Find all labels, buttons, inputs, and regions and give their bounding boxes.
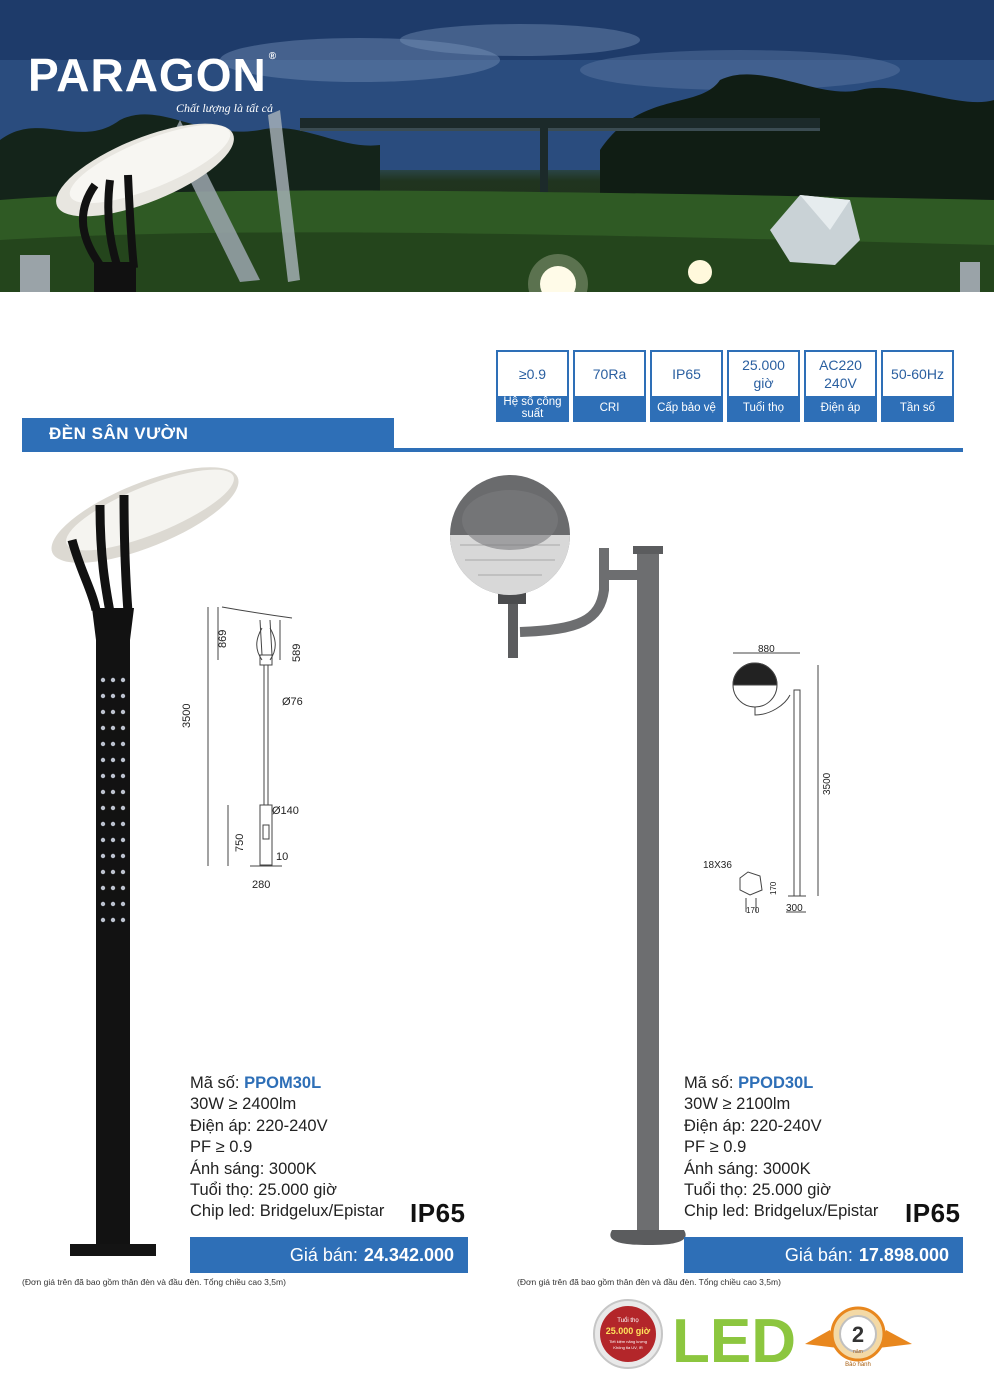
product-ppom30l-specs [190,1073,384,1223]
svg-text:Không tia UV, IR: Không tia UV, IR [613,1345,643,1350]
spec-line: Điện áp: 220-240V [190,1116,328,1135]
lamp-ppod30l [450,475,686,1245]
svg-text:năm: năm [853,1349,863,1355]
spec-line: 30W ≥ 2100lm [684,1095,791,1114]
led-logo: LED [672,1307,796,1372]
spec-protection: IP65 Cấp bảo vệ [650,350,723,422]
price-value: 24.342.000 [363,1244,454,1265]
dim-750: 750 [234,833,246,852]
price-note: (Đơn giá trên đã bao gồm thân đèn và đầu đèn. Tổng chiều cao 3,5m) [22,1277,286,1287]
dim-170-b: 170 [746,906,760,915]
product-code-line: Mã số: PPOD30L [684,1074,814,1092]
product-ppod30l-specs [684,1073,878,1223]
spec-voltage: AC220 240V Điện áp [804,350,877,422]
lifetime-badge [594,1300,662,1368]
drawing-ppom30l-labels [181,630,303,891]
spec-cri: 70Ra CRI [573,350,646,422]
spec-line: Ánh sáng: 3000K [190,1159,317,1178]
dim-10: 10 [276,851,289,863]
dim-3500-right: 3500 [822,772,833,795]
dim-3500: 3500 [181,703,193,728]
spec-line: Điện áp: 220-240V [684,1116,822,1135]
spec-frequency: 50-60Hz Tần số [881,350,954,422]
spec-line: Chip led: Bridgelux/Epistar [684,1202,879,1221]
price-note: (Đơn giá trên đã bao gồm thân đèn và đầu đèn. Tổng chiều cao 3,5m) [517,1277,781,1287]
badge-row [590,1296,920,1372]
spec-line: 30W ≥ 2400lm [190,1095,297,1114]
dim-140: Ø140 [272,805,299,817]
drawing-ppod30l [733,653,818,912]
spec-line: Tuổi thọ: 25.000 giờ [190,1181,337,1200]
spec-line: Tuổi thọ: 25.000 giờ [684,1181,831,1200]
product-code: PPOM30L [244,1074,322,1092]
dim-300: 300 [786,903,803,914]
dim-589: 589 [291,643,303,662]
svg-text:Tiết kiệm năng lượng: Tiết kiệm năng lượng [609,1339,647,1344]
lamp-ppom30l-hero [45,105,245,292]
dim-18x36: 18X36 [703,860,732,871]
svg-text:2: 2 [851,1322,865,1347]
ip-rating: IP65 [410,1198,466,1228]
spec-line: Chip led: Bridgelux/Epistar [190,1202,385,1221]
dim-76: Ø76 [282,696,303,708]
spec-line: PF ≥ 0.9 [190,1138,253,1157]
ip-rating: IP65 [905,1198,961,1228]
spec-lifetime: 25.000 giờ Tuổi thọ [727,350,800,422]
svg-text:25.000 giờ: 25.000 giờ [605,1326,651,1336]
svg-text:Bảo hành: Bảo hành [845,1362,871,1368]
price-value: 17.898.000 [858,1244,949,1265]
section-title: ĐÈN SÂN VƯỜN [22,418,394,450]
spec-line: PF ≥ 0.9 [684,1138,747,1157]
dim-170-a: 170 [769,881,778,895]
price-bar: Giá bán: 24.342.000 [190,1237,468,1273]
price-bar: Giá bán: 17.898.000 [684,1237,963,1273]
dim-869: 869 [217,629,229,648]
svg-text:Tuổi thọ: Tuổi thọ [617,1318,639,1324]
product-code: PPOD30L [738,1074,814,1092]
spec-line: Ánh sáng: 3000K [684,1159,811,1178]
brand-tagline: Chất lượng là tất cả [176,101,273,115]
brand-logo: PARAGON ® [28,49,278,101]
dim-280: 280 [252,879,271,891]
product-code-line: Mã số: PPOM30L [190,1074,322,1092]
warranty-badge [805,1308,912,1368]
spec-power-factor: ≥0.9 Hệ số công suất [496,350,569,422]
dim-880: 880 [758,644,775,655]
